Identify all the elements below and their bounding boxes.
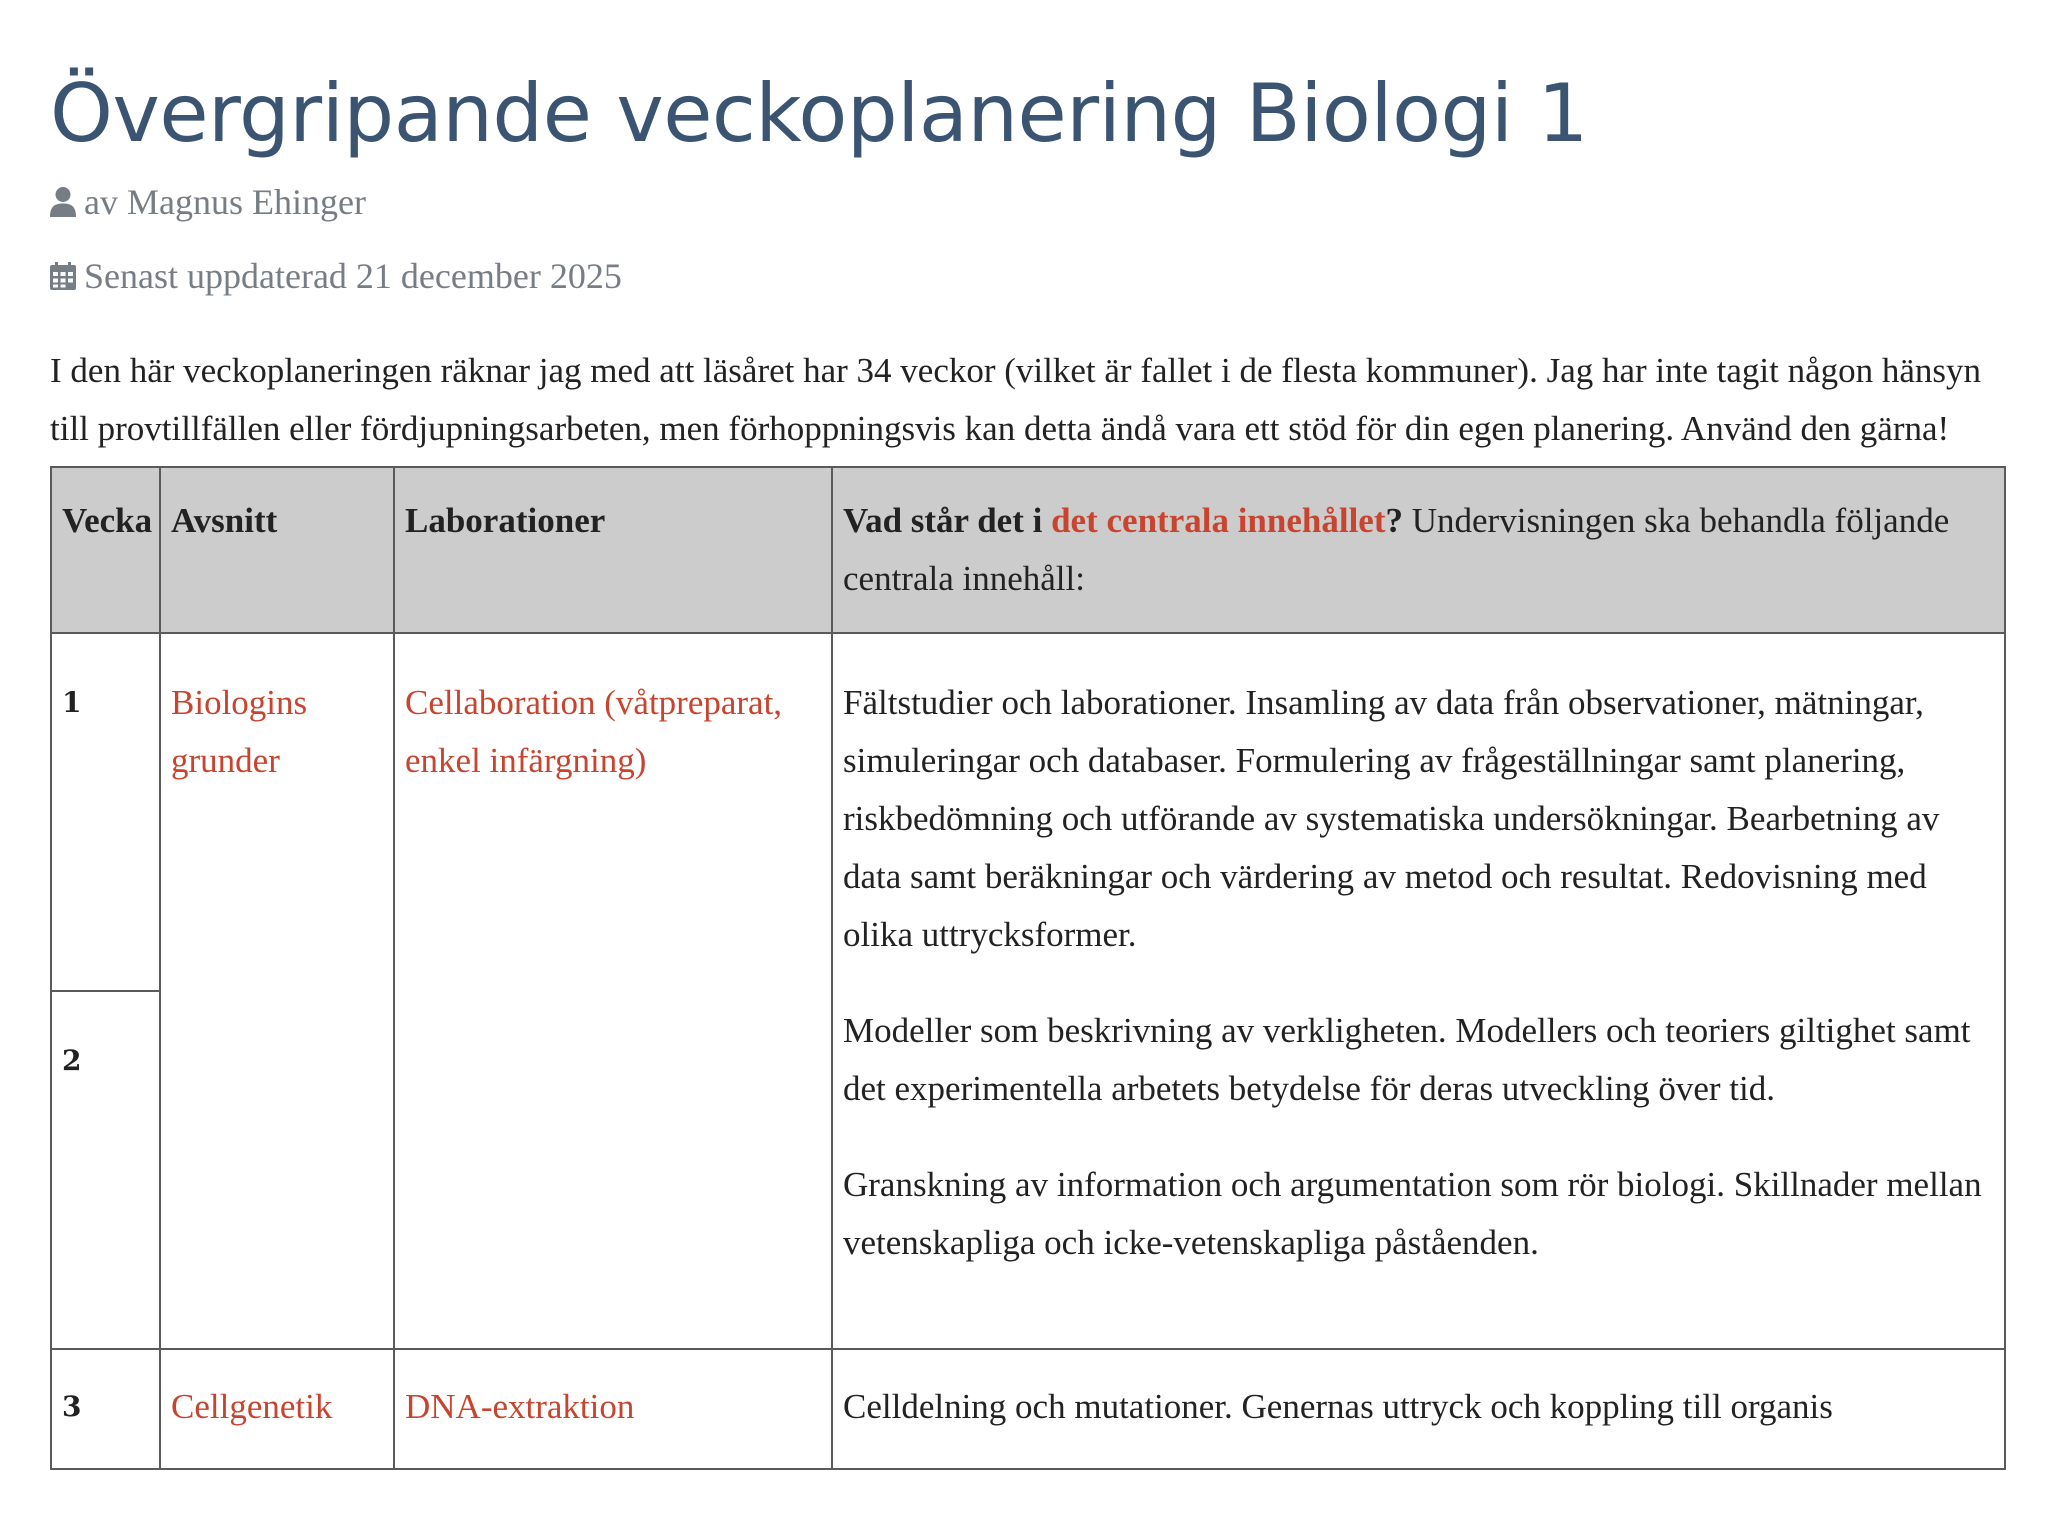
- week-cell: 3: [51, 1349, 160, 1469]
- calendar-icon: [50, 262, 76, 290]
- content-cell: [832, 633, 2005, 1349]
- updated-line: [50, 252, 1998, 300]
- section-link[interactable]: Cellgenetik: [171, 1387, 333, 1426]
- table-header-row: [51, 467, 2005, 633]
- section-link[interactable]: Biologins grunder: [171, 683, 308, 780]
- week-plan-table: [50, 466, 2006, 1470]
- table-row: [51, 1349, 2005, 1469]
- user-icon: [50, 186, 76, 218]
- header-content: Vad står det i det centrala innehållet? Undervisningen ska behandla följande centrala innehåll:: [832, 467, 2005, 633]
- updated-date: Senast uppdaterad 21 december 2025: [84, 256, 622, 296]
- author-name[interactable]: av Magnus Ehinger: [84, 182, 366, 222]
- lab-cell: [394, 1349, 832, 1469]
- author-line: [50, 178, 1998, 226]
- content-paragraph: Modeller som beskrivning av verkligheten. Modellers och teoriers giltighet samt det experimentella arbetets betydelse för deras utveckling över tid.: [843, 1011, 1971, 1108]
- week-cell: 2: [51, 991, 160, 1349]
- week-cell: 1: [51, 633, 160, 991]
- section-cell: [160, 633, 394, 1349]
- header-week: Vecka: [51, 467, 160, 633]
- central-content-link[interactable]: det centrala innehållet: [1051, 501, 1386, 540]
- content-paragraph: Fältstudier och laborationer. Insamling av data från observationer, mätningar, simuleringar och databaser. Formulering av frågeställningar samt planering, riskbedömning och utförande av systematiska undersökningar. Bearbetning av data samt beräkningar och värdering av metod och resultat. Redovisning med olika uttrycksformer.: [843, 683, 1940, 954]
- intro-paragraph: I den här veckoplaneringen räknar jag med att läsåret har 34 veckor (vilket är fallet i de flesta kommuner). Jag har inte tagit någon hänsyn till provtillfällen eller fördjupningsarbeten, men förhoppningsvis kan detta ändå vara ett stöd för din egen planering. Använd den gärna!: [50, 351, 1982, 448]
- content-cell: [832, 1349, 2005, 1469]
- content-paragraph: Granskning av information och argumentation som rör biologi. Skillnader mellan vetenskapliga och icke-vetenskapliga påståenden.: [843, 1165, 1982, 1262]
- lab-link[interactable]: DNA-extraktion: [405, 1387, 635, 1426]
- header-labs: Laborationer: [394, 467, 832, 633]
- section-cell: [160, 1349, 394, 1469]
- page-title: Övergripande veckoplanering Biologi 1: [50, 67, 1588, 160]
- table-row: [51, 633, 2005, 991]
- content-paragraph: Celldelning och mutationer. Genernas uttryck och koppling till organis: [843, 1387, 1833, 1426]
- header-section: Avsnitt: [160, 467, 394, 633]
- lab-cell: [394, 633, 832, 1349]
- lab-link[interactable]: Cellaboration (våtpreparat, enkel infärgning): [405, 683, 783, 780]
